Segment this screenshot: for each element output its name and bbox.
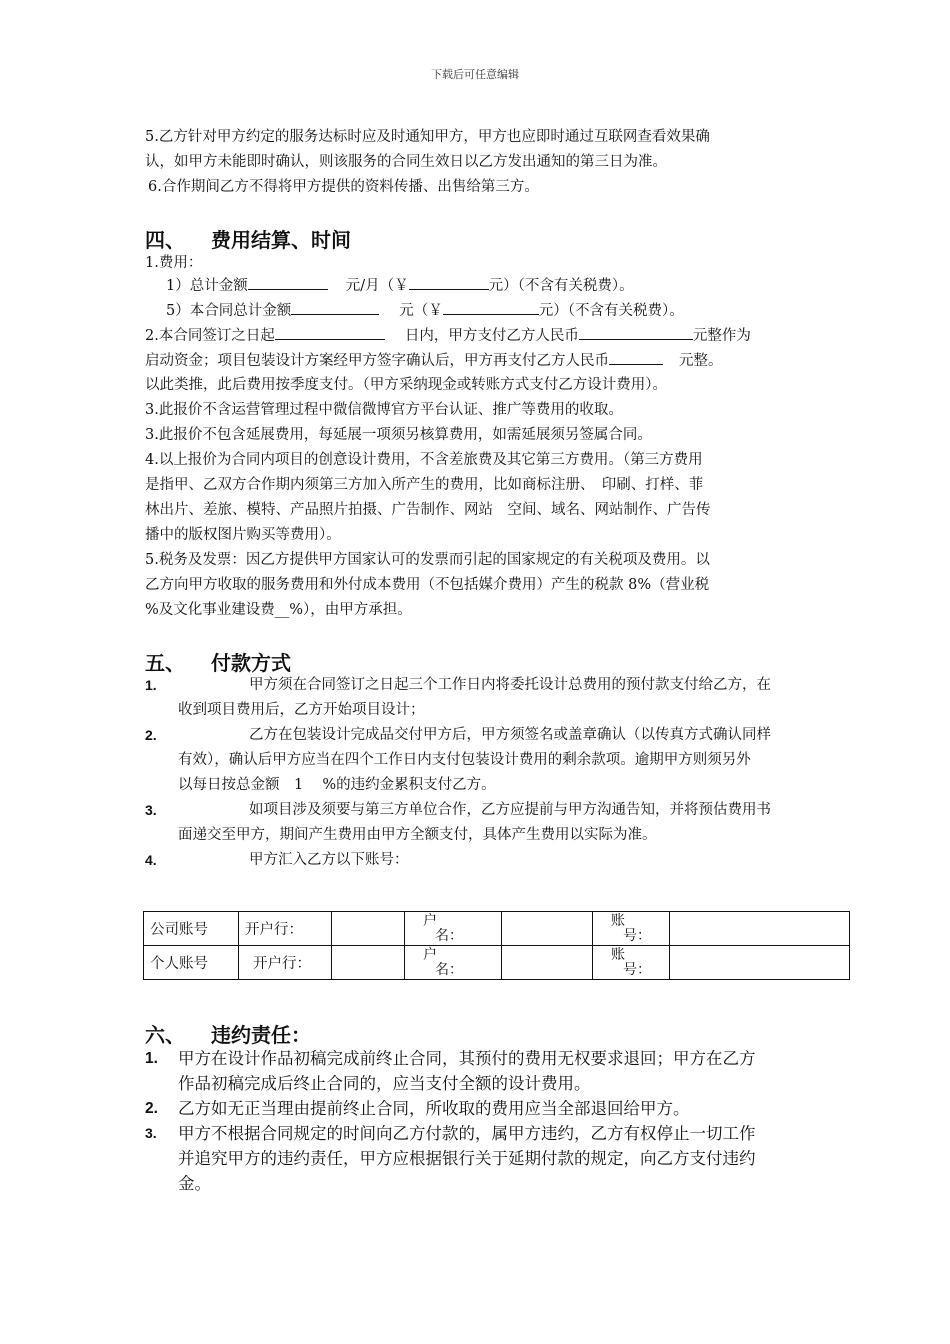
account-name-value-cell[interactable] [502, 912, 593, 946]
blank-line [443, 298, 539, 315]
item4-line2: 是指甲、乙双方合作期内须第三方加入所产生的费用，比如商标注册、 印刷、打样、菲 [145, 477, 704, 493]
account-name-label-cell [405, 912, 502, 946]
fee-row-1-note: 元）（不含有关税费）。 [488, 278, 634, 294]
account-name-label-b: 名： [435, 927, 463, 944]
fee-row-5 [166, 298, 684, 324]
item3a: 3.此报价不含运营管理过程中微信微博官方平台认证、推广等费用的收取。 [145, 402, 623, 418]
breach-item2-number: 2. [145, 1100, 158, 1117]
account-table [143, 911, 850, 980]
blank-line [609, 348, 663, 365]
blank-line [275, 323, 385, 340]
bank-value-cell[interactable] [332, 946, 405, 980]
breach-item3-line2: 并追究甲方的违约责任，甲方应根据银行关于延期付款的规定，向乙方支付违约 [178, 1149, 756, 1168]
pay-item4-line1: 甲方汇入乙方以下账号： [249, 852, 409, 868]
item2-line1 [145, 323, 751, 349]
fee-row-5-unit: 元（￥ [399, 303, 443, 319]
fee-label: 1.费用： [145, 255, 203, 271]
breach-item1-number: 1. [145, 1050, 158, 1067]
pay-item2-line2: 有效），确认后甲方应当在四个工作日内支付包装设计费用的剩余款项。逾期甲方则须另外 [178, 752, 751, 768]
item2-line2-end: 元整。 [679, 353, 723, 369]
breach-item2-line1: 乙方如无正当理由提前终止合同，所收取的费用应当全部退回给甲方。 [178, 1099, 690, 1118]
item2-line3: 以此类推，此后费用按季度支付。（甲方采纳现金或转账方式支付乙方设计费用）。 [145, 377, 667, 393]
account-name-label-a: 户 [423, 912, 437, 929]
account-number-label-b: 号： [623, 927, 651, 944]
account-number-label-a: 账 [611, 912, 625, 929]
table-row [144, 912, 850, 946]
breach-item3-line1: 甲方不根据合同规定的时间向乙方付款的，属甲方违约，乙方有权停止一切工作 [178, 1124, 756, 1143]
bank-label-cell: 开户行： [239, 912, 332, 946]
section6-number: 六、 [145, 1023, 185, 1047]
blank-line [248, 273, 328, 290]
item2-middle: 日内，甲方支付乙方人民币 [404, 328, 579, 344]
item2-line2-text: 启动资金；项目包装设计方案经甲方签字确认后，甲方再支付乙方人民币 [145, 353, 609, 369]
pay-item4-number: 4. [145, 852, 157, 868]
pay-item3-number: 3. [145, 802, 157, 818]
account-number-value-cell[interactable] [670, 912, 850, 946]
account-name-label [423, 948, 463, 978]
item5-line3: %及文化事业建设费__%），由甲方承担。 [145, 602, 412, 618]
account-number-value-cell[interactable] [670, 946, 850, 980]
fee-row-5-note: 元）（不含有关税费）。 [538, 303, 684, 319]
account-type-cell: 公司账号 [144, 912, 239, 946]
page-header: 下载后可任意编辑 [431, 68, 519, 81]
pay-item3-line1: 如项目涉及须要与第三方单位合作，乙方应提前与甲方沟通告知，并将预估费用书 [249, 802, 771, 818]
account-name-value-cell[interactable] [502, 946, 593, 980]
pay-item1-line2: 收到项目费用后，乙方开始项目设计； [178, 702, 425, 718]
breach-item3-number: 3. [145, 1125, 157, 1141]
account-type-cell: 个人账号 [144, 946, 239, 980]
intro-item6: 6.合作期间乙方不得将甲方提供的资料传播、出售给第三方。 [148, 179, 539, 195]
pay-item2-line3: 以每日按总金额 1 %的违约金累积支付乙方。 [178, 777, 496, 793]
blank-line [579, 323, 693, 340]
item3b: 3.此报价不包含延展费用，每延展一项须另核算费用，如需延展须另签属合同。 [145, 427, 652, 443]
account-name-label-b: 名： [435, 961, 463, 978]
account-number-label-b: 号： [623, 961, 651, 978]
item2-start: 2.本合同签订之日起 [145, 328, 275, 344]
item2-line2 [145, 348, 723, 374]
blank-line [291, 298, 379, 315]
account-name-label-cell [405, 946, 502, 980]
section4-heading [145, 224, 351, 253]
account-name-label [423, 914, 463, 944]
pay-item1-number: 1. [145, 677, 157, 693]
pay-item2-line1: 乙方在包装设计完成品交付甲方后，甲方须签名或盖章确认（以传真方式确认同样 [249, 727, 771, 743]
section6-title: 违约责任： [211, 1023, 311, 1047]
item2-end: 元整作为 [692, 328, 751, 344]
account-number-label-a: 账 [611, 946, 625, 963]
intro-item5-line1: 5.乙方针对甲方约定的服务达标时应及时通知甲方，甲方也应即时通过互联网查看效果确 [145, 129, 710, 145]
item4-line4: 播中的版权图片购买等费用）。 [145, 527, 341, 543]
section5-number: 五、 [145, 651, 185, 675]
item5-line2: 乙方向甲方收取的服务费用和外付成本费用（不包括媒介费用）产生的税款 8%（营业税 [145, 577, 710, 593]
breach-item1-line1: 甲方在设计作品初稿完成前终止合同，其预付的费用无权要求退回；甲方在乙方 [178, 1049, 756, 1068]
item4-line1: 4.以上报价为合同内项目的创意设计费用，不含差旅费及其它第三方费用。（第三方费用 [145, 452, 703, 468]
breach-item1-line2: 作品初稿完成后终止合同的，应当支付全额的设计费用。 [178, 1074, 591, 1093]
section5-title: 付款方式 [211, 651, 291, 675]
item5-line1: 5.税务及发票：因乙方提供甲方国家认可的发票而引起的国家规定的有关税项及费用。以 [145, 552, 710, 568]
section5-heading [145, 647, 291, 676]
bank-value-cell[interactable] [332, 912, 405, 946]
account-number-label-cell [593, 912, 670, 946]
section4-number: 四、 [145, 228, 185, 252]
blank-line [409, 273, 489, 290]
pay-item2-number: 2. [145, 727, 157, 743]
fee-row-1 [166, 273, 634, 299]
item4-line3: 林出片、差旅、模特、产品照片拍摄、广告制作、网站 空间、域名、网站制作、广告传 [145, 502, 711, 518]
fee-row-1-unit: 元/月（￥ [345, 278, 409, 294]
table-row [144, 946, 850, 980]
account-number-label [611, 914, 651, 944]
account-number-label-cell [593, 946, 670, 980]
bank-label-cell: 开户行： [239, 946, 332, 980]
fee-row-5-label: 5）本合同总计金额 [166, 303, 292, 319]
account-name-label-a: 户 [423, 946, 437, 963]
account-number-label [611, 948, 651, 978]
section4-title: 费用结算、时间 [211, 228, 351, 252]
section6-heading [145, 1019, 311, 1048]
breach-item3-line3: 金。 [178, 1174, 211, 1193]
pay-item1-line1: 甲方须在合同签订之日起三个工作日内将委托设计总费用的预付款支付给乙方，在 [249, 677, 771, 693]
pay-item3-line2: 面递交至甲方，期间产生费用由甲方全额支付，具体产生费用以实际为准。 [178, 827, 657, 843]
intro-item5-line2: 认，如甲方未能即时确认，则该服务的合同生效日以乙方发出通知的第三日为准。 [145, 154, 667, 170]
fee-row-1-label: 1）总计金额 [166, 278, 248, 294]
